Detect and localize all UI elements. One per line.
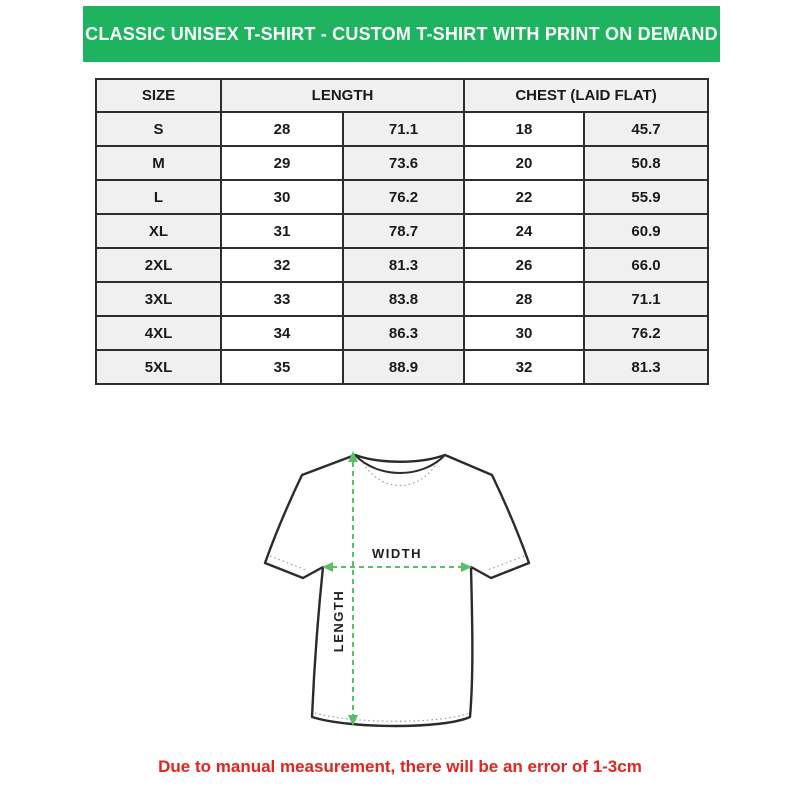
cell-length-in: 29 [221, 146, 343, 180]
header-chest: CHEST (LAID FLAT) [464, 79, 708, 112]
cell-length-in: 33 [221, 282, 343, 316]
cell-chest-in: 30 [464, 316, 584, 350]
measurement-error-note: Due to manual measurement, there will be an error of 1-3cm [158, 757, 642, 776]
cell-chest-cm: 45.7 [584, 112, 708, 146]
cell-size: S [96, 112, 221, 146]
table-row [96, 282, 708, 316]
cell-length-in: 34 [221, 316, 343, 350]
cell-chest-in: 20 [464, 146, 584, 180]
cell-size: XL [96, 214, 221, 248]
cell-chest-in: 18 [464, 112, 584, 146]
cell-chest-cm: 50.8 [584, 146, 708, 180]
width-label: WIDTH [371, 546, 423, 561]
table-row [96, 112, 708, 146]
cell-chest-in: 32 [464, 350, 584, 384]
cell-length-cm: 71.1 [343, 112, 464, 146]
page-title: CLASSIC UNISEX T-SHIRT - CUSTOM T-SHIRT WITH PRINT ON DEMAND [85, 23, 718, 44]
table-header-row [96, 79, 708, 112]
table-row [96, 146, 708, 180]
cell-size: 3XL [96, 282, 221, 316]
cell-chest-cm: 55.9 [584, 180, 708, 214]
table-row [96, 248, 708, 282]
cell-length-cm: 76.2 [343, 180, 464, 214]
cell-chest-cm: 60.9 [584, 214, 708, 248]
length-label: LENGTH [331, 589, 346, 653]
cell-length-cm: 83.8 [343, 282, 464, 316]
cell-length-cm: 81.3 [343, 248, 464, 282]
cell-chest-cm: 66.0 [584, 248, 708, 282]
tshirt-icon [260, 445, 534, 737]
tshirt-outline [265, 455, 529, 726]
cell-chest-cm: 81.3 [584, 350, 708, 384]
title-banner [83, 6, 720, 62]
size-table [95, 78, 709, 385]
cell-length-in: 32 [221, 248, 343, 282]
table-row [96, 214, 708, 248]
cell-size: L [96, 180, 221, 214]
table-row [96, 180, 708, 214]
table-row [96, 316, 708, 350]
table-row [96, 350, 708, 384]
cell-chest-cm: 71.1 [584, 282, 708, 316]
cell-length-in: 30 [221, 180, 343, 214]
header-size: SIZE [96, 79, 221, 112]
cell-chest-cm: 76.2 [584, 316, 708, 350]
cell-size: 2XL [96, 248, 221, 282]
header-length: LENGTH [221, 79, 464, 112]
cell-length-cm: 88.9 [343, 350, 464, 384]
cell-length-in: 35 [221, 350, 343, 384]
cell-chest-in: 24 [464, 214, 584, 248]
cell-size: 5XL [96, 350, 221, 384]
cell-chest-in: 28 [464, 282, 584, 316]
cell-length-in: 28 [221, 112, 343, 146]
tshirt-measurement-diagram [260, 445, 534, 737]
cell-length-in: 31 [221, 214, 343, 248]
cell-length-cm: 73.6 [343, 146, 464, 180]
cell-size: M [96, 146, 221, 180]
cell-length-cm: 86.3 [343, 316, 464, 350]
cell-chest-in: 26 [464, 248, 584, 282]
cell-size: 4XL [96, 316, 221, 350]
cell-chest-in: 22 [464, 180, 584, 214]
cell-length-cm: 78.7 [343, 214, 464, 248]
